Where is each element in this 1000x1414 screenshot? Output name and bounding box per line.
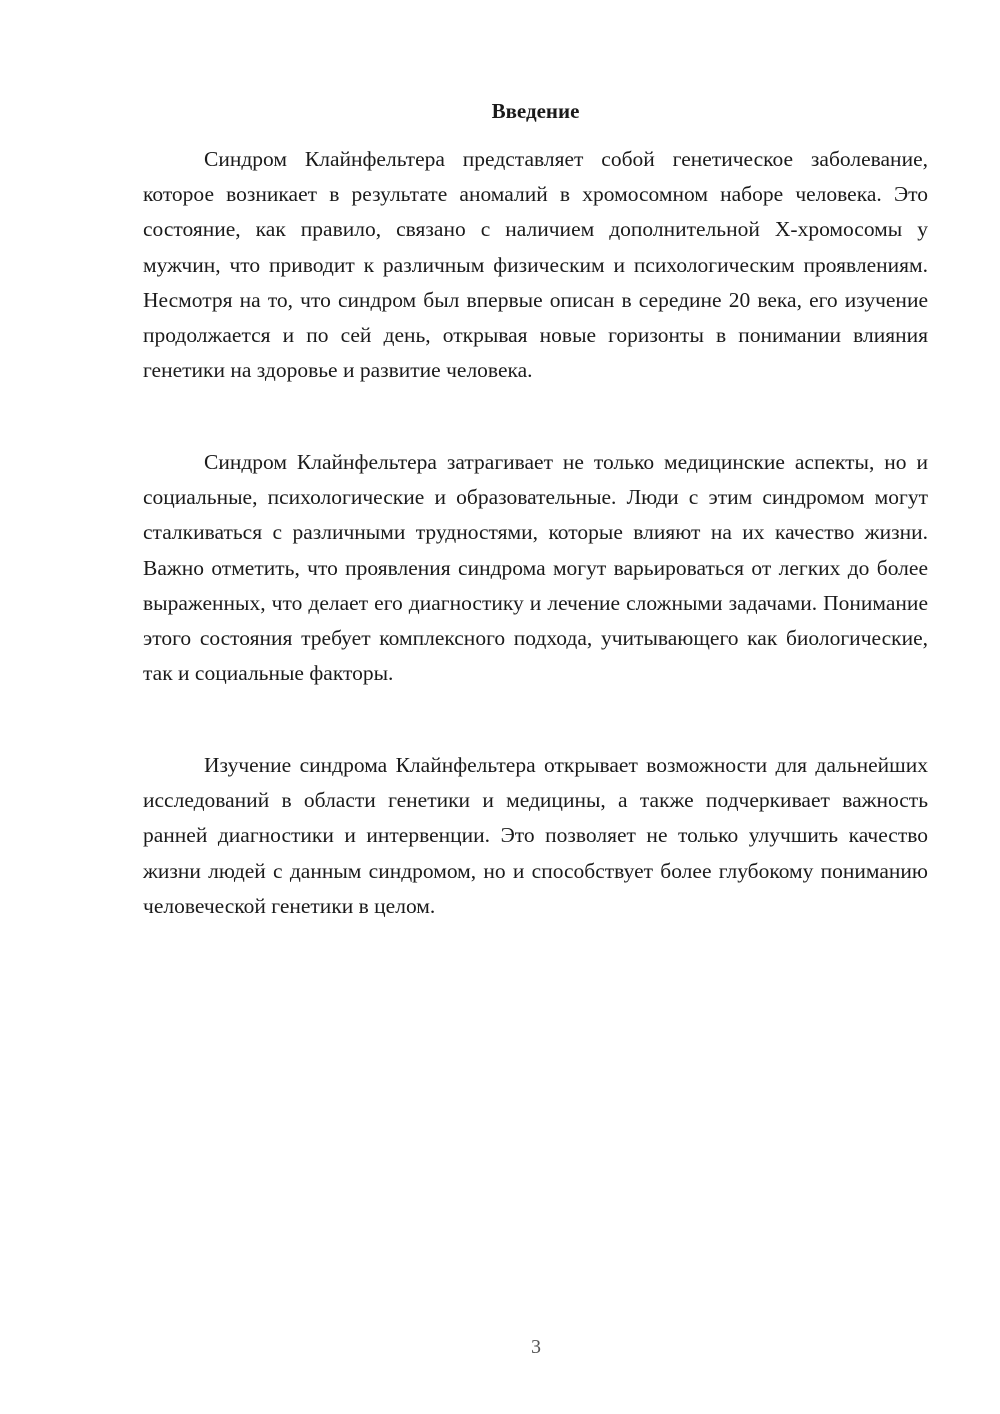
section-title: Введение [491,99,580,123]
page-number: 3 [531,1336,541,1358]
paragraph-1: Синдром Клайнфельтера представляет собой генетическое заболевание, которое возникает в результате аномалий в хромосомном наборе человека. Это состояние, как правило, связано с наличием дополнительной X-хромосомы у мужчин, что приводит к различным физическим и психологическим проявлениям. Несмотря на то, что синдром был впервые описан в середине 20 века, его изучение продолжается и по сей день, открывая новые горизонты в понимании влияния генетики на здоровье и развитие человека. [143,147,928,383]
paragraph-2: Синдром Клайнфельтера затрагивает не только медицинские аспекты, но и социальные, психологические и образовательные. Люди с этим синдромом могут сталкиваться с различными трудностями, которые влияют на их качество жизни. Важно отметить, что проявления синдрома могут варьироваться от легких до более выраженных, что делает его диагностику и лечение сложными задачами. Понимание этого состояния требует комплексного подхода, учитывающего как биологические, так и социальные факторы. [143,450,928,686]
paragraph-3: Изучение синдрома Клайнфельтера открывает возможности для дальнейших исследований в области генетики и медицины, а также подчеркивает важность ранней диагностики и интервенции. Это позволяет не только улучшить качество жизни людей с данным синдромом, но и способствует более глубокому пониманию человеческой генетики в целом. [143,753,928,918]
